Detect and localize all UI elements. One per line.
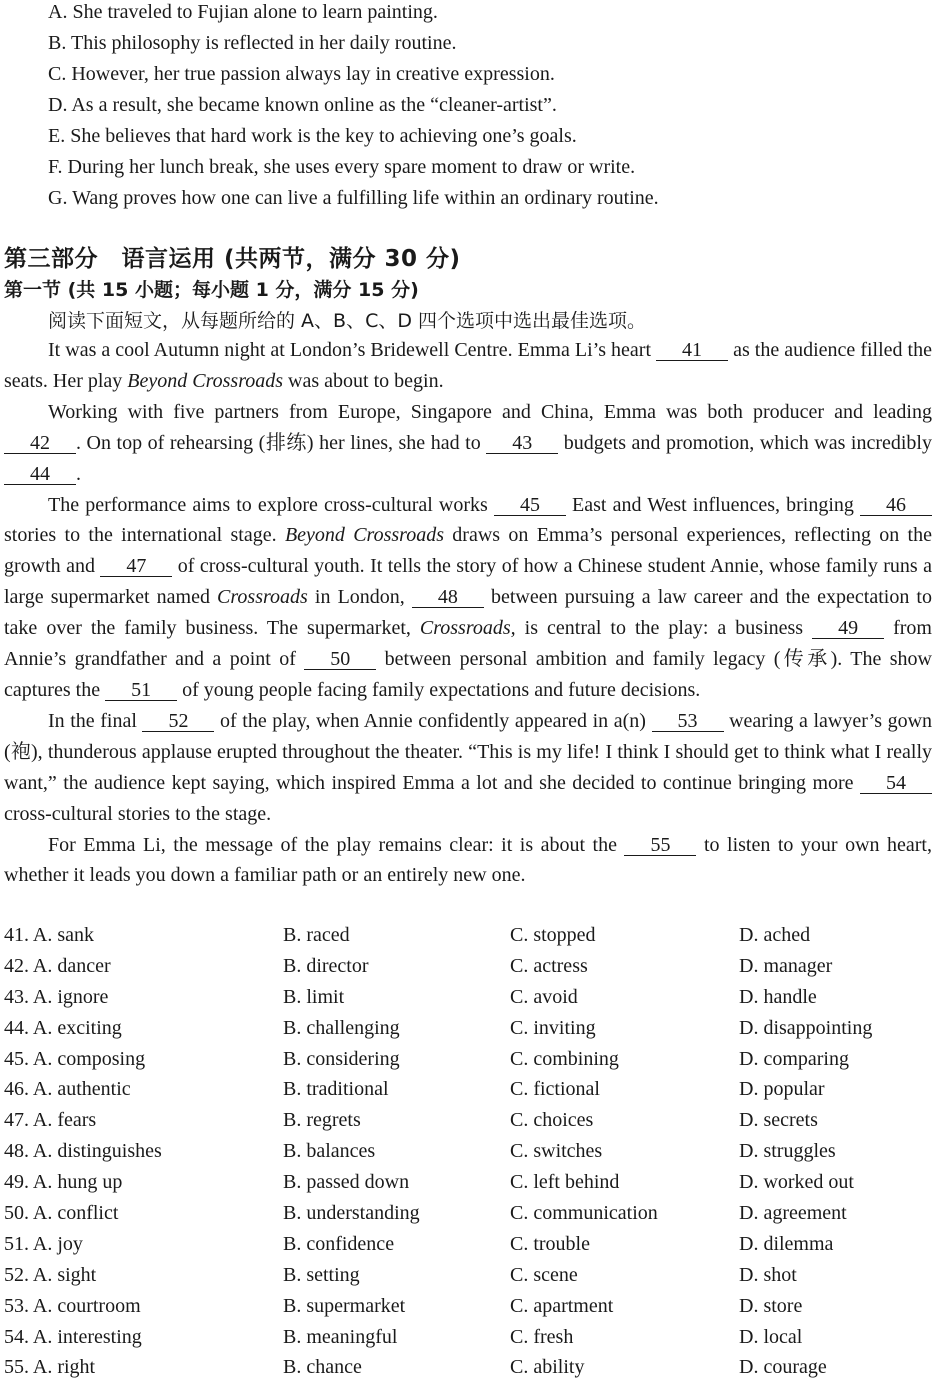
choice-b: B. balances bbox=[283, 1140, 376, 1163]
choice-d: D. manager bbox=[739, 954, 833, 977]
text: wearing a lawyer’s gown (袍), thunderous applause erupted throughout the theater. “This is my life! I think I should get to think what I really want,” the audience kept saying, which inspired Emma a lot and she decided to continue bringing more bbox=[4, 709, 933, 794]
sentence-options-list bbox=[48, 0, 928, 217]
choice-b: B. supermarket bbox=[283, 1294, 406, 1317]
choice-b: B. confidence bbox=[283, 1232, 395, 1255]
choice-d: D. comparing bbox=[739, 1047, 849, 1070]
choice-c: C. actress bbox=[510, 954, 588, 977]
choice-c: C. scene bbox=[510, 1263, 578, 1286]
blank-53: 53 bbox=[652, 711, 724, 732]
question-49 bbox=[4, 1167, 934, 1198]
choice-b: B. limit bbox=[283, 985, 345, 1008]
text: . On top of rehearsing (排练) her lines, she had to bbox=[76, 431, 487, 454]
question-46 bbox=[4, 1074, 934, 1105]
choice-a: 45. A. composing bbox=[4, 1047, 146, 1070]
choice-c: C. combining bbox=[510, 1047, 619, 1070]
question-44 bbox=[4, 1013, 934, 1044]
question-51 bbox=[4, 1229, 934, 1260]
text: For Emma Li, the message of the play remains clear: it is about the bbox=[48, 833, 625, 856]
choice-d: D. courage bbox=[739, 1356, 827, 1379]
text: to listen to your own heart, whether it leads you down a familiar path or an entirely new one. bbox=[4, 833, 932, 887]
question-48 bbox=[4, 1136, 934, 1167]
section-title: 第三部分 语言运用 (共两节，满分 30 分) bbox=[4, 246, 461, 272]
choice-a: 41. A. sank bbox=[4, 924, 94, 946]
blank-43: 43 bbox=[486, 433, 558, 454]
paragraph-4 bbox=[4, 706, 932, 830]
store-name: Crossroads, bbox=[419, 617, 516, 640]
option-b: B. This philosophy is reflected in her daily routine. bbox=[48, 32, 457, 54]
play-title: Beyond Crossroads bbox=[284, 524, 444, 547]
text: of the play, when Annie confidently appeared in a(n) bbox=[214, 709, 652, 732]
subsection-title: 第一节 (共 15 小题；每小题 1 分，满分 15 分) bbox=[4, 279, 419, 301]
blank-51: 51 bbox=[105, 680, 177, 701]
choice-d: D. popular bbox=[739, 1078, 825, 1101]
choice-c: C. fresh bbox=[510, 1325, 574, 1348]
text: as the audience filled the seats. Her play bbox=[4, 339, 932, 392]
option-g: G. Wang proves how one can live a fulfilling life within an ordinary routine. bbox=[48, 187, 659, 209]
choice-d: D. struggles bbox=[739, 1140, 836, 1163]
text: is central to the play: a business bbox=[515, 617, 813, 640]
choice-d: D. agreement bbox=[739, 1202, 847, 1225]
answer-choices bbox=[4, 920, 934, 1383]
choice-c: C. switches bbox=[510, 1140, 603, 1163]
text: budgets and promotion, which was incredibly bbox=[558, 431, 932, 454]
choice-d: D. disappointing bbox=[739, 1016, 873, 1039]
text: Working with five partners from Europe, Singapore and China, Emma was both producer and leading bbox=[48, 400, 932, 423]
choice-d: D. local bbox=[739, 1325, 803, 1348]
store-name: Crossroads bbox=[217, 586, 308, 609]
question-42 bbox=[4, 951, 934, 982]
cloze-passage bbox=[4, 335, 932, 891]
choice-c: C. avoid bbox=[510, 985, 578, 1008]
choice-b: B. challenging bbox=[283, 1016, 400, 1039]
option-d: D. As a result, she became known online as the “cleaner-artist”. bbox=[48, 94, 557, 116]
choice-a: 44. A. exciting bbox=[4, 1016, 122, 1039]
text: of young people facing family expectations and future decisions. bbox=[177, 678, 701, 701]
blank-46: 46 bbox=[860, 495, 932, 516]
choice-a: 55. A. right bbox=[4, 1356, 96, 1379]
question-52 bbox=[4, 1260, 934, 1291]
choice-a: 54. A. interesting bbox=[4, 1325, 142, 1348]
blank-41: 41 bbox=[656, 340, 728, 361]
blank-55: 55 bbox=[624, 835, 696, 856]
blank-44: 44 bbox=[4, 464, 76, 485]
question-41 bbox=[4, 920, 934, 951]
text: The performance aims to explore cross-cultural works bbox=[48, 493, 494, 516]
choice-a: 46. A. authentic bbox=[4, 1078, 131, 1101]
paragraph-2 bbox=[4, 397, 932, 490]
choice-b: B. traditional bbox=[283, 1078, 389, 1101]
choice-a: 49. A. hung up bbox=[4, 1171, 123, 1194]
choice-d: D. ached bbox=[739, 924, 811, 946]
option-f: F. During her lunch break, she uses every spare moment to draw or write. bbox=[48, 156, 636, 178]
choice-d: D. shot bbox=[739, 1263, 797, 1286]
choice-c: C. fictional bbox=[510, 1078, 600, 1101]
paragraph-5 bbox=[4, 830, 932, 892]
blank-45: 45 bbox=[494, 495, 566, 516]
choice-a: 48. A. distinguishes bbox=[4, 1140, 162, 1163]
question-53 bbox=[4, 1291, 934, 1322]
text: was about to begin. bbox=[283, 369, 444, 392]
choice-c: C. trouble bbox=[510, 1232, 590, 1255]
choice-a: 50. A. conflict bbox=[4, 1202, 119, 1225]
choice-d: D. handle bbox=[739, 985, 817, 1008]
choice-c: C. inviting bbox=[510, 1016, 596, 1039]
option-e: E. She believes that hard work is the key to achieving one’s goals. bbox=[48, 125, 577, 147]
text: In the final bbox=[48, 709, 143, 732]
choice-a: 43. A. ignore bbox=[4, 985, 109, 1008]
choice-d: D. secrets bbox=[739, 1109, 818, 1132]
question-47 bbox=[4, 1105, 934, 1136]
option-a: A. She traveled to Fujian alone to learn painting. bbox=[48, 1, 438, 23]
choice-c: C. stopped bbox=[510, 924, 596, 946]
option-c: C. However, her true passion always lay in creative expression. bbox=[48, 63, 555, 85]
instruction: 阅读下面短文，从每题所给的 A、B、C、D 四个选项中选出最佳选项。 bbox=[48, 310, 647, 332]
choice-a: 47. A. fears bbox=[4, 1109, 97, 1132]
blank-48: 48 bbox=[412, 587, 484, 608]
choice-a: 53. A. courtroom bbox=[4, 1294, 141, 1317]
question-45 bbox=[4, 1044, 934, 1075]
choice-a: 42. A. dancer bbox=[4, 954, 111, 977]
choice-d: D. worked out bbox=[739, 1171, 854, 1194]
choice-c: C. communication bbox=[510, 1202, 658, 1225]
text: between pursuing a law career and the expectation to take over the family business. The supermarket, bbox=[4, 586, 932, 640]
choice-a: 51. A. joy bbox=[4, 1232, 83, 1255]
choice-b: B. understanding bbox=[283, 1202, 420, 1225]
text: stories to the international stage. bbox=[4, 524, 285, 547]
blank-52: 52 bbox=[142, 711, 214, 732]
text: It was a cool Autumn night at London’s Bridewell Centre. Emma Li’s heart bbox=[48, 339, 657, 361]
paragraph-1 bbox=[4, 335, 932, 397]
choice-c: C. choices bbox=[510, 1109, 594, 1132]
choice-b: B. regrets bbox=[283, 1109, 361, 1132]
blank-42: 42 bbox=[4, 433, 76, 454]
blank-54: 54 bbox=[860, 773, 932, 794]
choice-b: B. meaningful bbox=[283, 1325, 398, 1348]
text: . bbox=[76, 462, 81, 485]
question-43 bbox=[4, 982, 934, 1013]
choice-b: B. setting bbox=[283, 1263, 360, 1286]
choice-b: B. chance bbox=[283, 1356, 362, 1379]
blank-50: 50 bbox=[304, 649, 376, 670]
choice-c: C. apartment bbox=[510, 1294, 614, 1317]
play-title: Beyond Crossroads bbox=[127, 369, 284, 392]
text: East and West influences, bringing bbox=[565, 493, 860, 516]
blank-47: 47 bbox=[100, 556, 172, 577]
text: from Annie’s grandfather and a point of bbox=[4, 617, 932, 671]
choice-b: B. director bbox=[283, 954, 369, 977]
choice-c: C. left behind bbox=[510, 1171, 620, 1194]
text: draws on Emma’s personal experiences, reflecting on the growth and bbox=[4, 524, 932, 578]
text: in London, bbox=[307, 586, 412, 609]
choice-c: C. ability bbox=[510, 1356, 585, 1379]
choice-d: D. dilemma bbox=[739, 1232, 834, 1255]
paragraph-3 bbox=[4, 490, 932, 706]
choice-b: B. passed down bbox=[283, 1171, 410, 1194]
text: cross-cultural stories to the stage. bbox=[4, 802, 272, 825]
choice-b: B. raced bbox=[283, 924, 350, 946]
question-55 bbox=[4, 1352, 934, 1383]
question-54 bbox=[4, 1322, 934, 1353]
choice-a: 52. A. sight bbox=[4, 1263, 97, 1286]
text: between personal ambition and family legacy (传承). The show captures the bbox=[4, 648, 932, 701]
choice-d: D. store bbox=[739, 1294, 803, 1317]
choice-b: B. considering bbox=[283, 1047, 400, 1070]
text: of cross-cultural youth. It tells the story of how a Chinese student Annie, whose family runs a large supermarket named bbox=[4, 555, 933, 609]
blank-49: 49 bbox=[812, 618, 884, 639]
question-50 bbox=[4, 1198, 934, 1229]
